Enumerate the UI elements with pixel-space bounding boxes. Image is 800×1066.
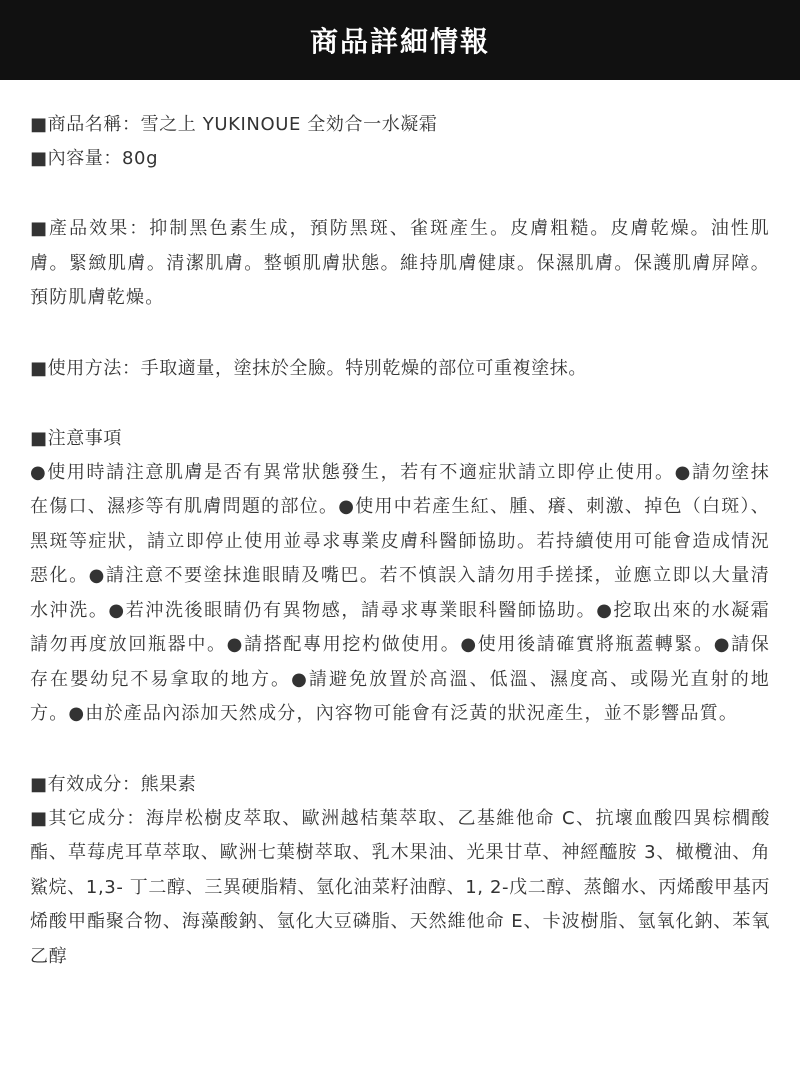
page-title: 商品詳細情報 [309,25,490,58]
divider-space [30,176,770,212]
product-effects: ■產品效果：抑制黑色素生成，預防黑斑、雀斑產生。皮膚粗糙。皮膚乾燥。油性肌膚。緊緻肌膚。清潔肌膚。整頓肌膚狀態。維持肌膚健康。保濕肌膚。保護肌膚屏障。預防肌膚乾燥。 [30,218,770,308]
product-details [0,80,800,974]
page-header [0,0,800,80]
product-capacity: ■內容量：80g [30,148,159,169]
divider-space [30,732,770,768]
other-ingredients: ■其它成分：海岸松樹皮萃取、歐洲越桔葉萃取、乙基維他命 C、抗壞血酸四異棕櫚酸酯、草莓虎耳草萃取、歐洲七葉樹萃取、乳木果油、光果甘草、神經醯胺 3、橄欖油、角鯊烷、1,3- 丁二醇、三異硬脂精、氫化油菜籽油醇、1, 2-戊二醇、蒸餾水、丙烯酸甲基丙烯酸甲酯聚合物、海藻酸鈉、氫化大豆磷脂、天然維他命 E、卡波樹脂、氫氧化鈉、苯氧乙醇 [30,807,770,967]
product-name: ■商品名稱：雪之上 YUKINOUE 全効合一水凝霜 [30,114,438,135]
cautions-text: ●使用時請注意肌膚是否有異常狀態發生，若有不適症狀請立即停止使用。●請勿塗抹在傷口、濕疹等有肌膚問題的部位。●使用中若產生紅、腫、癢、刺激、掉色（白斑）、黑斑等症狀，請立即停止使用並尋求專業皮膚科醫師協助。若持續使用可能會造成情況惡化。●請注意不要塗抹進眼睛及嘴巴。若不慎誤入請勿用手搓揉，並應立即以大量清水沖洗。●若沖洗後眼睛仍有異物感，請尋求專業眼科醫師協助。●挖取出來的水凝霜請勿再度放回瓶器中。●請搭配專用挖杓做使用。●使用後請確實將瓶蓋轉緊。●請保存在嬰幼兒不易拿取的地方。●請避免放置於高溫、低溫、濕度高、或陽光直射的地方。●由於產品內添加天然成分，內容物可能會有泛黃的狀況產生，並不影響品質。 [30,461,770,724]
active-ingredient: ■有效成分：熊果素 [30,773,197,795]
divider-space [30,386,770,422]
cautions-heading: ■注意事項 [30,427,123,449]
divider-space [30,316,770,352]
usage-method: ■使用方法：手取適量，塗抹於全臉。特別乾燥的部位可重複塗抹。 [30,357,588,379]
